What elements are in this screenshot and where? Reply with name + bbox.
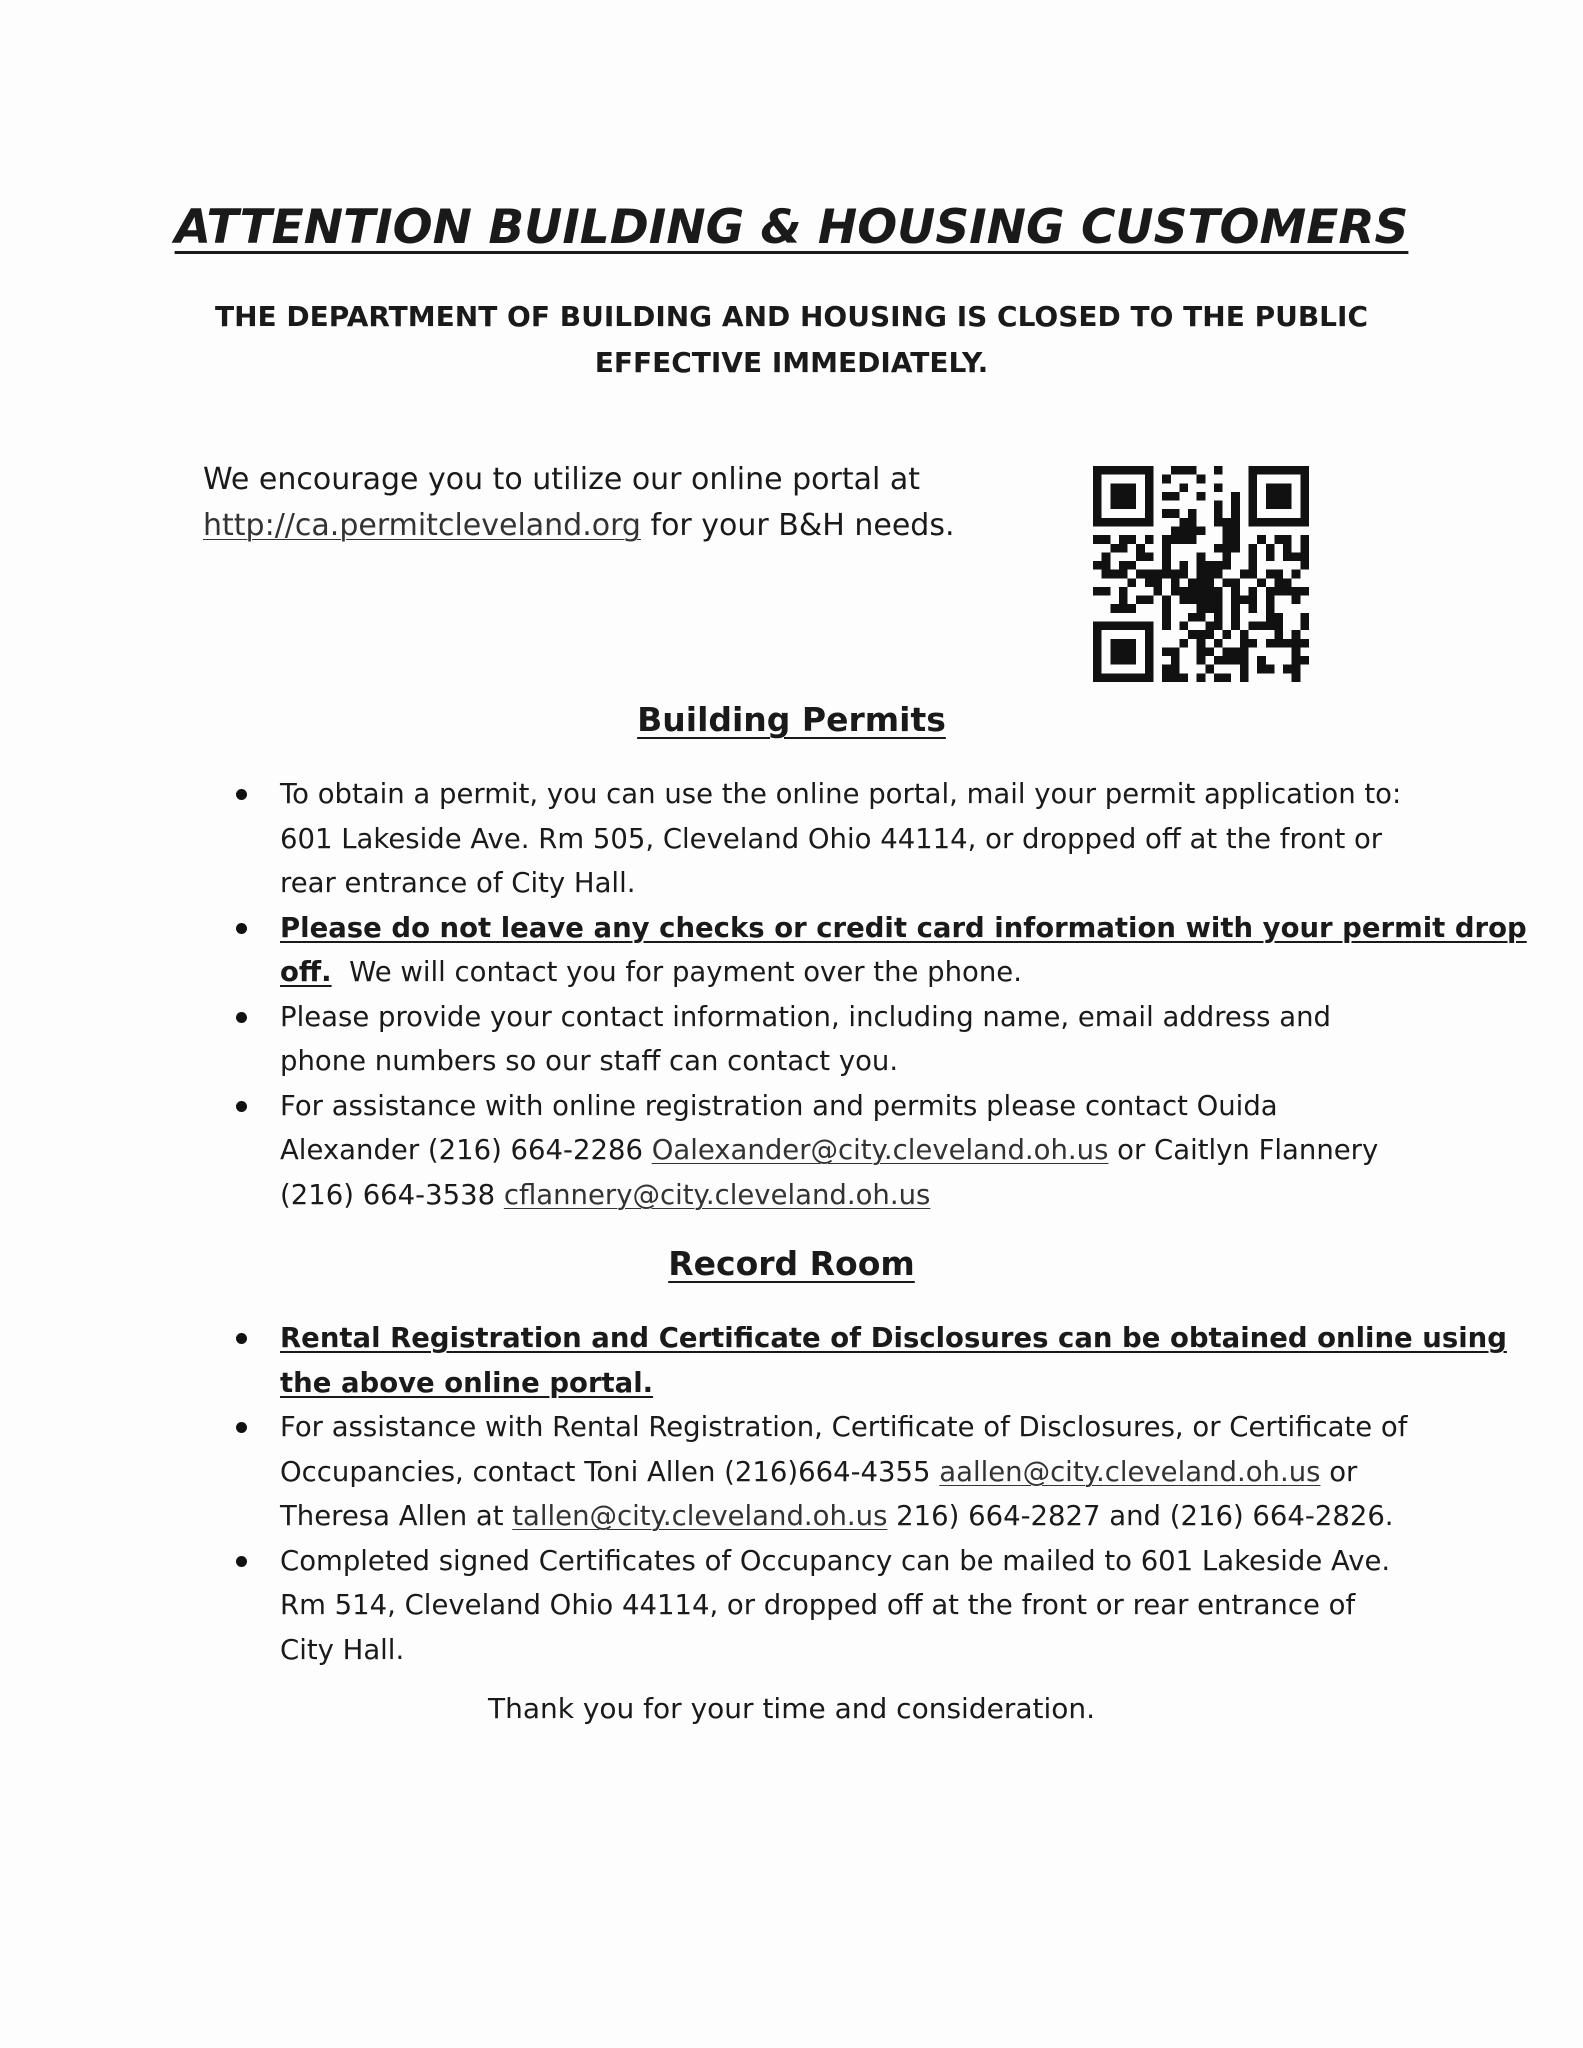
list-item: Please provide your contact information, including name, email address and phone numbers so our staff can contact you. [280,995,1410,1084]
closing-message: Thank you for your time and consideration. [487,1692,1096,1725]
list-item: Completed signed Certificates of Occupancy can be mailed to 601 Lakeside Ave. Rm 514, Cleveland Ohio 44114, or dropped off at the front or rear entrance of City Hall. [280,1539,1410,1673]
email-link-aallen[interactable]: aallen@city.cleveland.oh.us [939,1455,1321,1488]
portal-intro-line-1: We encourage you to utilize our online portal at [203,462,920,497]
building-permits-heading: Building Permits [637,700,946,739]
list-item: To obtain a permit, you can use the online portal, mail your permit application to: 601 Lakeside Ave. Rm 505, Cleveland Ohio 44114, or dropped off at the front or rear entrance of City Hall. [280,772,1410,906]
portal-link[interactable]: http://ca.permitcleveland.org [203,508,641,543]
building-permits-list [280,772,1527,1217]
record-room-list [280,1316,1507,1672]
portal-intro-line-2 [203,503,1023,549]
bullet-icon [236,1422,247,1433]
payment-warning-end: off. [280,956,332,988]
bullet-icon [236,923,247,934]
bullet-icon [236,1556,247,1567]
portal-intro-rest: for your B&H needs. [640,508,955,543]
email-link-oalexander[interactable]: Oalexander@city.cleveland.oh.us [651,1134,1109,1166]
record-room-heading: Record Room [668,1244,915,1283]
closure-line-2: EFFECTIVE IMMEDIATELY. [594,346,989,379]
bullet-icon [236,1333,247,1344]
bullet-icon [236,1101,247,1112]
list-item: Rental Registration and Certificate of Disclosures can be obtained online using the above online portal. [280,1316,1410,1405]
bullet-icon [236,789,247,800]
email-link-tallen[interactable]: tallen@city.cleveland.oh.us [512,1500,888,1532]
list-item: For assistance with online registration and permits please contact Ouida Alexander (216) 664-2286 Oalexander@city.cleveland.oh.us or Caitlyn Flannery (216) 664-3538 cflannery@city.cleveland.oh.us [280,1084,1410,1218]
portal-intro [203,457,1023,549]
notice-title: ATTENTION BUILDING & HOUSING CUSTOMERS [174,200,1409,255]
closure-announcement [200,294,1383,386]
list-item: Please do not leave any checks or credit card information with your permit drop off. We will contact you for payment over the phone. [280,906,1410,995]
email-link-cflannery[interactable]: cflannery@city.cleveland.oh.us [503,1178,931,1211]
list-item: For assistance with Rental Registration, Certificate of Disclosures, or Certificate of Occupancies, contact Toni Allen (216)664-4355 aallen@city.cleveland.oh.us or Theresa Allen at tallen@city.cleveland.oh.us 216) 664-2827 and (216) 664-2826. [280,1405,1410,1539]
closure-line-1: THE DEPARTMENT OF BUILDING AND HOUSING IS CLOSED TO THE PUBLIC [214,300,1368,333]
bullet-icon [236,1012,247,1023]
payment-warning: Please do not leave any checks or credit card information with your permit drop [280,911,1527,944]
qr-code-icon [1093,466,1309,682]
